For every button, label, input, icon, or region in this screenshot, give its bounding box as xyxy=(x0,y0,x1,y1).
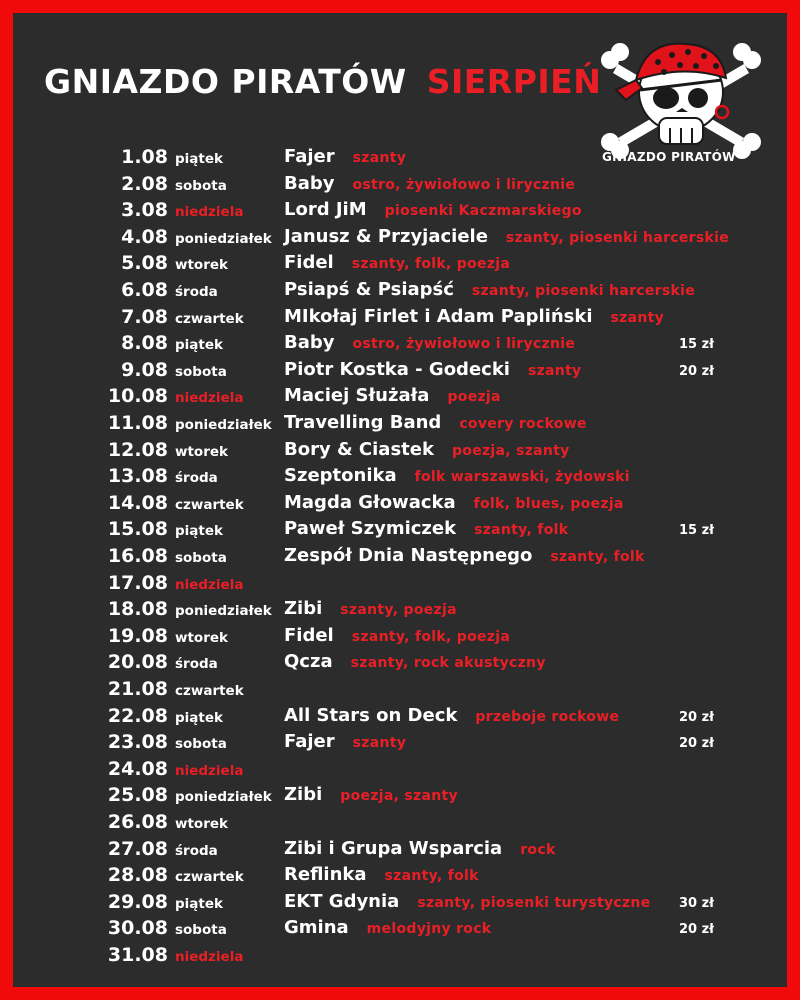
event-date: 31.08 xyxy=(107,944,168,966)
event-date: 17.08 xyxy=(107,571,168,594)
performer-name: Reflinka xyxy=(284,864,367,886)
event-weekday: piątek xyxy=(175,523,223,540)
event-genre: szanty xyxy=(527,362,582,379)
performer-block xyxy=(284,598,457,619)
performer-block xyxy=(284,705,619,726)
event-weekday: piątek xyxy=(175,709,223,726)
event-date: 5.08 xyxy=(121,252,168,275)
event-genre: ostro, żywiołowo i lirycznie xyxy=(352,176,576,193)
schedule-row xyxy=(0,279,800,305)
performer-name: Zibi xyxy=(284,784,323,806)
event-date: 29.08 xyxy=(107,890,168,913)
ticket-price: 20 zł xyxy=(678,363,714,379)
event-weekday: niedziela xyxy=(175,390,244,407)
event-weekday: środa xyxy=(175,284,218,300)
performer-block xyxy=(284,838,556,859)
event-weekday: czwartek xyxy=(175,310,244,327)
event-genre: covery rockowe xyxy=(459,416,587,432)
performer-block xyxy=(284,545,645,566)
event-genre: poezja, szanty xyxy=(451,442,570,459)
performer-block xyxy=(284,146,406,167)
performer-block xyxy=(284,306,664,327)
performer-block xyxy=(284,199,582,220)
event-date: 6.08 xyxy=(121,279,168,301)
performer-name: Zibi xyxy=(284,598,323,620)
event-date: 10.08 xyxy=(107,385,168,408)
event-weekday: piątek xyxy=(175,895,223,912)
schedule-row xyxy=(0,731,800,757)
schedule-row xyxy=(0,864,800,890)
month-name: SIERPIEŃ xyxy=(426,62,602,101)
event-weekday: sobota xyxy=(175,922,227,939)
event-genre: szanty, folk xyxy=(384,868,479,885)
schedule-row xyxy=(0,811,800,837)
event-genre: szanty, folk, poezja xyxy=(351,628,511,645)
ticket-price: 15 zł xyxy=(678,523,714,539)
performer-block xyxy=(284,731,406,752)
schedule-row xyxy=(0,252,800,278)
schedule-row xyxy=(0,625,800,651)
performer-name: Baby xyxy=(284,172,335,194)
performer-block xyxy=(284,279,695,300)
schedule-row xyxy=(0,572,800,598)
event-date: 24.08 xyxy=(107,757,168,780)
schedule-row xyxy=(0,199,800,225)
event-date: 18.08 xyxy=(107,598,168,621)
performer-name: EKT Gdynia xyxy=(284,890,400,912)
event-weekday: piątek xyxy=(175,151,223,167)
event-weekday: wtorek xyxy=(175,443,228,460)
event-weekday: środa xyxy=(175,842,218,859)
event-genre: melodyjny rock xyxy=(366,921,492,938)
performer-name: Zibi i Grupa Wsparcia xyxy=(284,837,503,859)
event-genre: szanty, folk, poezja xyxy=(351,256,511,273)
event-date: 7.08 xyxy=(121,305,168,328)
event-weekday: niedziela xyxy=(175,576,244,593)
performer-name: Fidel xyxy=(284,252,334,274)
ticket-price: 20 zł xyxy=(678,709,714,725)
event-weekday: czwartek xyxy=(175,496,244,513)
performer-block xyxy=(284,439,570,460)
schedule-row xyxy=(0,306,800,332)
event-genre: szanty, folk xyxy=(550,549,645,565)
event-weekday: piątek xyxy=(175,337,223,354)
schedule-row xyxy=(0,332,800,358)
event-date: 23.08 xyxy=(107,731,168,754)
performer-block xyxy=(284,864,479,885)
schedule-row xyxy=(0,545,800,571)
performer-block xyxy=(284,917,491,938)
event-date: 1.08 xyxy=(121,146,168,168)
event-weekday: sobota xyxy=(175,177,227,194)
event-genre: rock xyxy=(520,841,556,858)
performer-block xyxy=(284,492,624,513)
schedule-row xyxy=(0,651,800,677)
schedule-row xyxy=(0,678,800,704)
event-genre: szanty xyxy=(352,150,407,166)
event-genre: piosenki Kaczmarskiego xyxy=(384,203,582,220)
event-weekday: niedziela xyxy=(175,949,244,965)
event-date: 19.08 xyxy=(107,624,168,647)
event-genre: folk, blues, poezja xyxy=(473,495,624,512)
event-genre: poezja xyxy=(447,389,501,406)
event-date: 16.08 xyxy=(107,545,168,567)
performer-name: Piotr Kostka - Godecki xyxy=(284,358,510,380)
event-weekday: niedziela xyxy=(175,762,244,779)
performer-block xyxy=(284,359,581,380)
performer-block xyxy=(284,625,510,646)
event-genre: szanty, piosenki turystyczne xyxy=(417,894,651,911)
event-weekday: sobota xyxy=(175,736,227,753)
schedule-row xyxy=(0,917,800,943)
performer-name: Szeptonika xyxy=(284,465,397,487)
event-date: 3.08 xyxy=(121,199,168,222)
schedule-row xyxy=(0,598,800,624)
ticket-price: 20 zł xyxy=(678,736,714,752)
event-weekday: niedziela xyxy=(175,204,244,221)
performer-name: All Stars on Deck xyxy=(284,704,458,726)
schedule-row xyxy=(0,385,800,411)
performer-block xyxy=(284,252,510,273)
event-date: 13.08 xyxy=(107,465,168,488)
performer-block xyxy=(284,465,630,486)
performer-name: Psiapś & Psiapść xyxy=(284,279,454,300)
schedule-row xyxy=(0,439,800,465)
performer-name: Janusz & Przyjaciele xyxy=(284,225,488,247)
event-date: 30.08 xyxy=(107,917,168,940)
performer-block xyxy=(284,891,651,912)
schedule-row xyxy=(0,492,800,518)
performer-block xyxy=(284,226,729,247)
schedule-row xyxy=(0,465,800,491)
event-date: 26.08 xyxy=(107,811,168,833)
trademark-mark: ™ xyxy=(735,150,743,158)
event-date: 11.08 xyxy=(107,412,168,434)
schedule-row xyxy=(0,226,800,252)
ticket-price: 30 zł xyxy=(678,895,714,911)
schedule-row xyxy=(0,838,800,864)
event-genre: przeboje rockowe xyxy=(475,708,620,725)
event-weekday: poniedziałek xyxy=(175,789,272,806)
event-weekday: sobota xyxy=(175,363,227,380)
event-genre: szanty, piosenki harcerskie xyxy=(505,229,730,246)
event-genre: szanty xyxy=(352,735,407,752)
event-date: 25.08 xyxy=(107,784,168,807)
performer-name: Baby xyxy=(284,332,335,354)
performer-block xyxy=(284,651,546,672)
schedule-row xyxy=(0,784,800,810)
performer-name: Zespół Dnia Następnego xyxy=(284,545,533,566)
event-date: 4.08 xyxy=(121,225,168,248)
event-date: 22.08 xyxy=(107,704,168,727)
performer-name: Travelling Band xyxy=(284,412,442,433)
event-weekday: środa xyxy=(175,470,218,487)
event-weekday: poniedziałek xyxy=(175,603,272,620)
event-weekday: sobota xyxy=(175,550,227,566)
performer-name: Gmina xyxy=(284,917,349,939)
performer-block xyxy=(284,412,587,433)
logo-text-label: GNIAZDO PIRATÓW xyxy=(602,150,736,164)
event-date: 2.08 xyxy=(121,172,168,195)
performer-name: Bory & Ciastek xyxy=(284,438,434,460)
schedule-row xyxy=(0,891,800,917)
ticket-price: 15 zł xyxy=(678,337,714,353)
poster-title xyxy=(44,62,601,101)
performer-name: Lord JiM xyxy=(284,199,367,221)
event-weekday: poniedziałek xyxy=(175,230,272,247)
performer-name: Fajer xyxy=(284,731,335,753)
performer-name: MIkołaj Firlet i Adam Papliński xyxy=(284,305,593,327)
event-date: 27.08 xyxy=(107,837,168,860)
schedule-row xyxy=(0,173,800,199)
event-genre: szanty, piosenki harcerskie xyxy=(471,283,696,299)
event-date: 9.08 xyxy=(121,358,168,381)
venue-name: GNIAZDO PIRATÓW xyxy=(44,62,407,101)
event-date: 15.08 xyxy=(107,518,168,541)
event-genre: szanty, poezja xyxy=(340,602,457,619)
event-weekday: wtorek xyxy=(175,257,228,274)
event-weekday: czwartek xyxy=(175,869,244,886)
event-weekday: czwartek xyxy=(175,683,244,699)
event-genre: szanty, rock akustyczny xyxy=(350,655,546,672)
event-genre: folk warszawski, żydowski xyxy=(414,469,630,486)
event-date: 14.08 xyxy=(107,491,168,514)
event-date: 21.08 xyxy=(107,678,168,700)
event-weekday: poniedziałek xyxy=(175,417,272,433)
performer-block xyxy=(284,173,575,194)
event-genre: ostro, żywiołowo i lirycznie xyxy=(352,336,576,353)
performer-block xyxy=(284,332,575,353)
ticket-price: 20 zł xyxy=(678,922,714,938)
event-date: 20.08 xyxy=(107,651,168,674)
event-genre: poezja, szanty xyxy=(340,788,458,805)
schedule-row xyxy=(0,758,800,784)
event-weekday: wtorek xyxy=(175,629,228,646)
performer-block xyxy=(284,518,568,539)
performer-name: Fajer xyxy=(284,146,335,167)
performer-name: Paweł Szymiczek xyxy=(284,518,457,540)
event-genre: szanty xyxy=(610,309,665,326)
performer-name: Fidel xyxy=(284,624,334,646)
performer-block xyxy=(284,385,501,406)
performer-name: Magda Głowacka xyxy=(284,491,456,513)
performer-name: Qcza xyxy=(284,651,333,673)
schedule-row xyxy=(0,944,800,970)
event-weekday: wtorek xyxy=(175,816,228,832)
event-weekday: środa xyxy=(175,656,218,673)
event-genre: szanty, folk xyxy=(474,522,569,539)
schedule-row xyxy=(0,518,800,544)
event-date: 8.08 xyxy=(121,332,168,355)
performer-block xyxy=(284,784,458,805)
event-date: 12.08 xyxy=(107,438,168,461)
schedule-row xyxy=(0,146,800,172)
schedule-row xyxy=(0,705,800,731)
schedule-row xyxy=(0,412,800,438)
event-date: 28.08 xyxy=(107,864,168,887)
performer-name: Maciej Służała xyxy=(284,385,430,407)
schedule-row xyxy=(0,359,800,385)
